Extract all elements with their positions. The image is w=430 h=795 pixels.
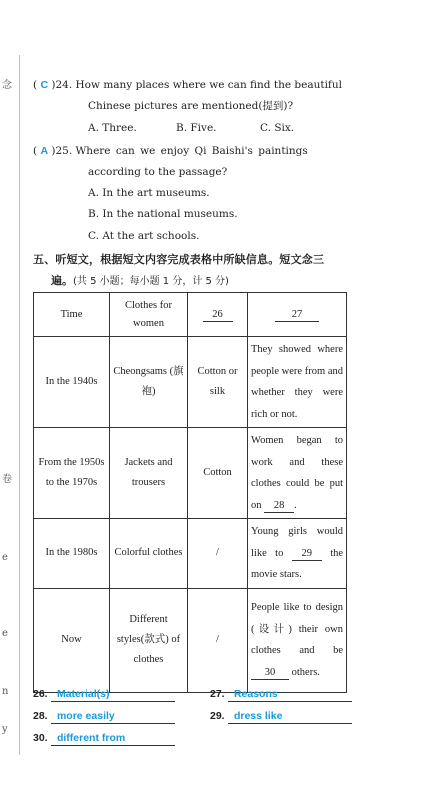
reason-text-end: . [294, 499, 297, 511]
info-table [33, 292, 347, 693]
answer-number: 27. [210, 688, 225, 700]
table-row [34, 588, 347, 692]
option-c: C. At the art schools. [88, 230, 200, 242]
question-25: ( A )25. Where can we enjoy Qi Baishi's paintings [33, 145, 308, 157]
reason-text: Women began to work and these clothes could be put on [251, 435, 343, 511]
cell-clothes: Cheongsams (旗袍) [110, 337, 188, 428]
cell-reason [248, 519, 347, 589]
cell-time: In the 1940s [34, 337, 110, 428]
reason-text: People like to design (设计) their own clothes and be [251, 602, 343, 656]
blank-27: 27 [275, 308, 319, 322]
blank-28: 28 [264, 499, 294, 513]
table-row [34, 428, 347, 519]
header-blank-26 [188, 293, 248, 337]
answer-row-28 [33, 710, 175, 724]
blank-30: 30 [251, 666, 289, 680]
cell-reason [248, 428, 347, 519]
section-title-line2: 遍。 [51, 274, 73, 287]
option-c: C. Six. [260, 122, 295, 134]
blank-26: 26 [203, 308, 233, 322]
answer-number: 26. [33, 688, 48, 700]
section-title-cont [51, 272, 229, 288]
answer-text: Material(s) [51, 688, 175, 702]
cell-material: / [188, 519, 248, 589]
header-clothes: Clothes for women [110, 293, 188, 337]
option-a: A. In the art museums. [88, 187, 210, 199]
cell-time: In the 1980s [34, 519, 110, 589]
option-b: B. In the national museums. [88, 208, 238, 220]
cell-time: Now [34, 588, 110, 692]
answer-row-30 [33, 732, 175, 746]
margin-char: y [2, 724, 8, 735]
reason-text: Young girls would like to [251, 526, 343, 559]
question-number: 25. [55, 145, 73, 157]
reason-text-end: others. [291, 666, 320, 678]
question-text: Where can we enjoy Qi Baishi's paintings [75, 145, 308, 157]
blank-29: 29 [292, 547, 322, 561]
question-text: according to the passage? [88, 166, 228, 178]
margin-char: 卷 [2, 474, 12, 485]
header-time: Time [34, 293, 110, 337]
cell-reason [248, 588, 347, 692]
question-text: How many places where we can find the beautiful [75, 79, 342, 91]
reason-text-end: the movie stars. [251, 547, 344, 580]
answer-text: different from [51, 732, 175, 746]
header-blank-27 [248, 293, 347, 337]
question-text: Chinese pictures are mentioned(提到)? [88, 100, 294, 112]
cell-material: Cotton [188, 428, 248, 519]
margin-char: n [2, 686, 9, 697]
answer-row-29 [210, 710, 352, 724]
answer-number: 29. [210, 710, 225, 722]
table-row [34, 337, 347, 428]
answer-text: Reasons [228, 688, 352, 702]
option-a: A. Three. [88, 122, 137, 134]
cell-material: / [188, 588, 248, 692]
answer-text: dress like [228, 710, 352, 724]
cell-material: Cotton or silk [188, 337, 248, 428]
answer-24: C [40, 79, 49, 91]
cell-clothes: Different styles(款式) of clothes [110, 588, 188, 692]
table-row [34, 519, 347, 589]
cell-clothes: Jackets and trousers [110, 428, 188, 519]
answer-25: A [40, 145, 49, 157]
answer-number: 28. [33, 710, 48, 722]
table-header-row [34, 293, 347, 337]
cell-clothes: Colorful clothes [110, 519, 188, 589]
section-title: 五、听短文，根据短文内容完成表格中所缺信息。短文念三 [33, 253, 325, 266]
answer-row-27 [210, 688, 352, 702]
answer-number: 30. [33, 732, 48, 744]
margin-char: 念 [2, 80, 12, 91]
answer-text: more easily [51, 710, 175, 724]
question-number: 24. [55, 79, 73, 91]
margin-char: e [2, 628, 8, 639]
question-24: ( C )24. How many places where we can find the beautiful [33, 79, 342, 91]
margin-char: e [2, 552, 8, 563]
section-scoring: (共 5 小题；每小题 1 分，计 5 分) [73, 276, 229, 287]
page-margin-line [19, 55, 20, 755]
option-b: B. Five. [176, 122, 217, 134]
answer-row-26 [33, 688, 175, 702]
cell-time: From the 1950s to the 1970s [34, 428, 110, 519]
cell-reason: They showed where people were from and whether they were rich or not. [248, 337, 347, 428]
